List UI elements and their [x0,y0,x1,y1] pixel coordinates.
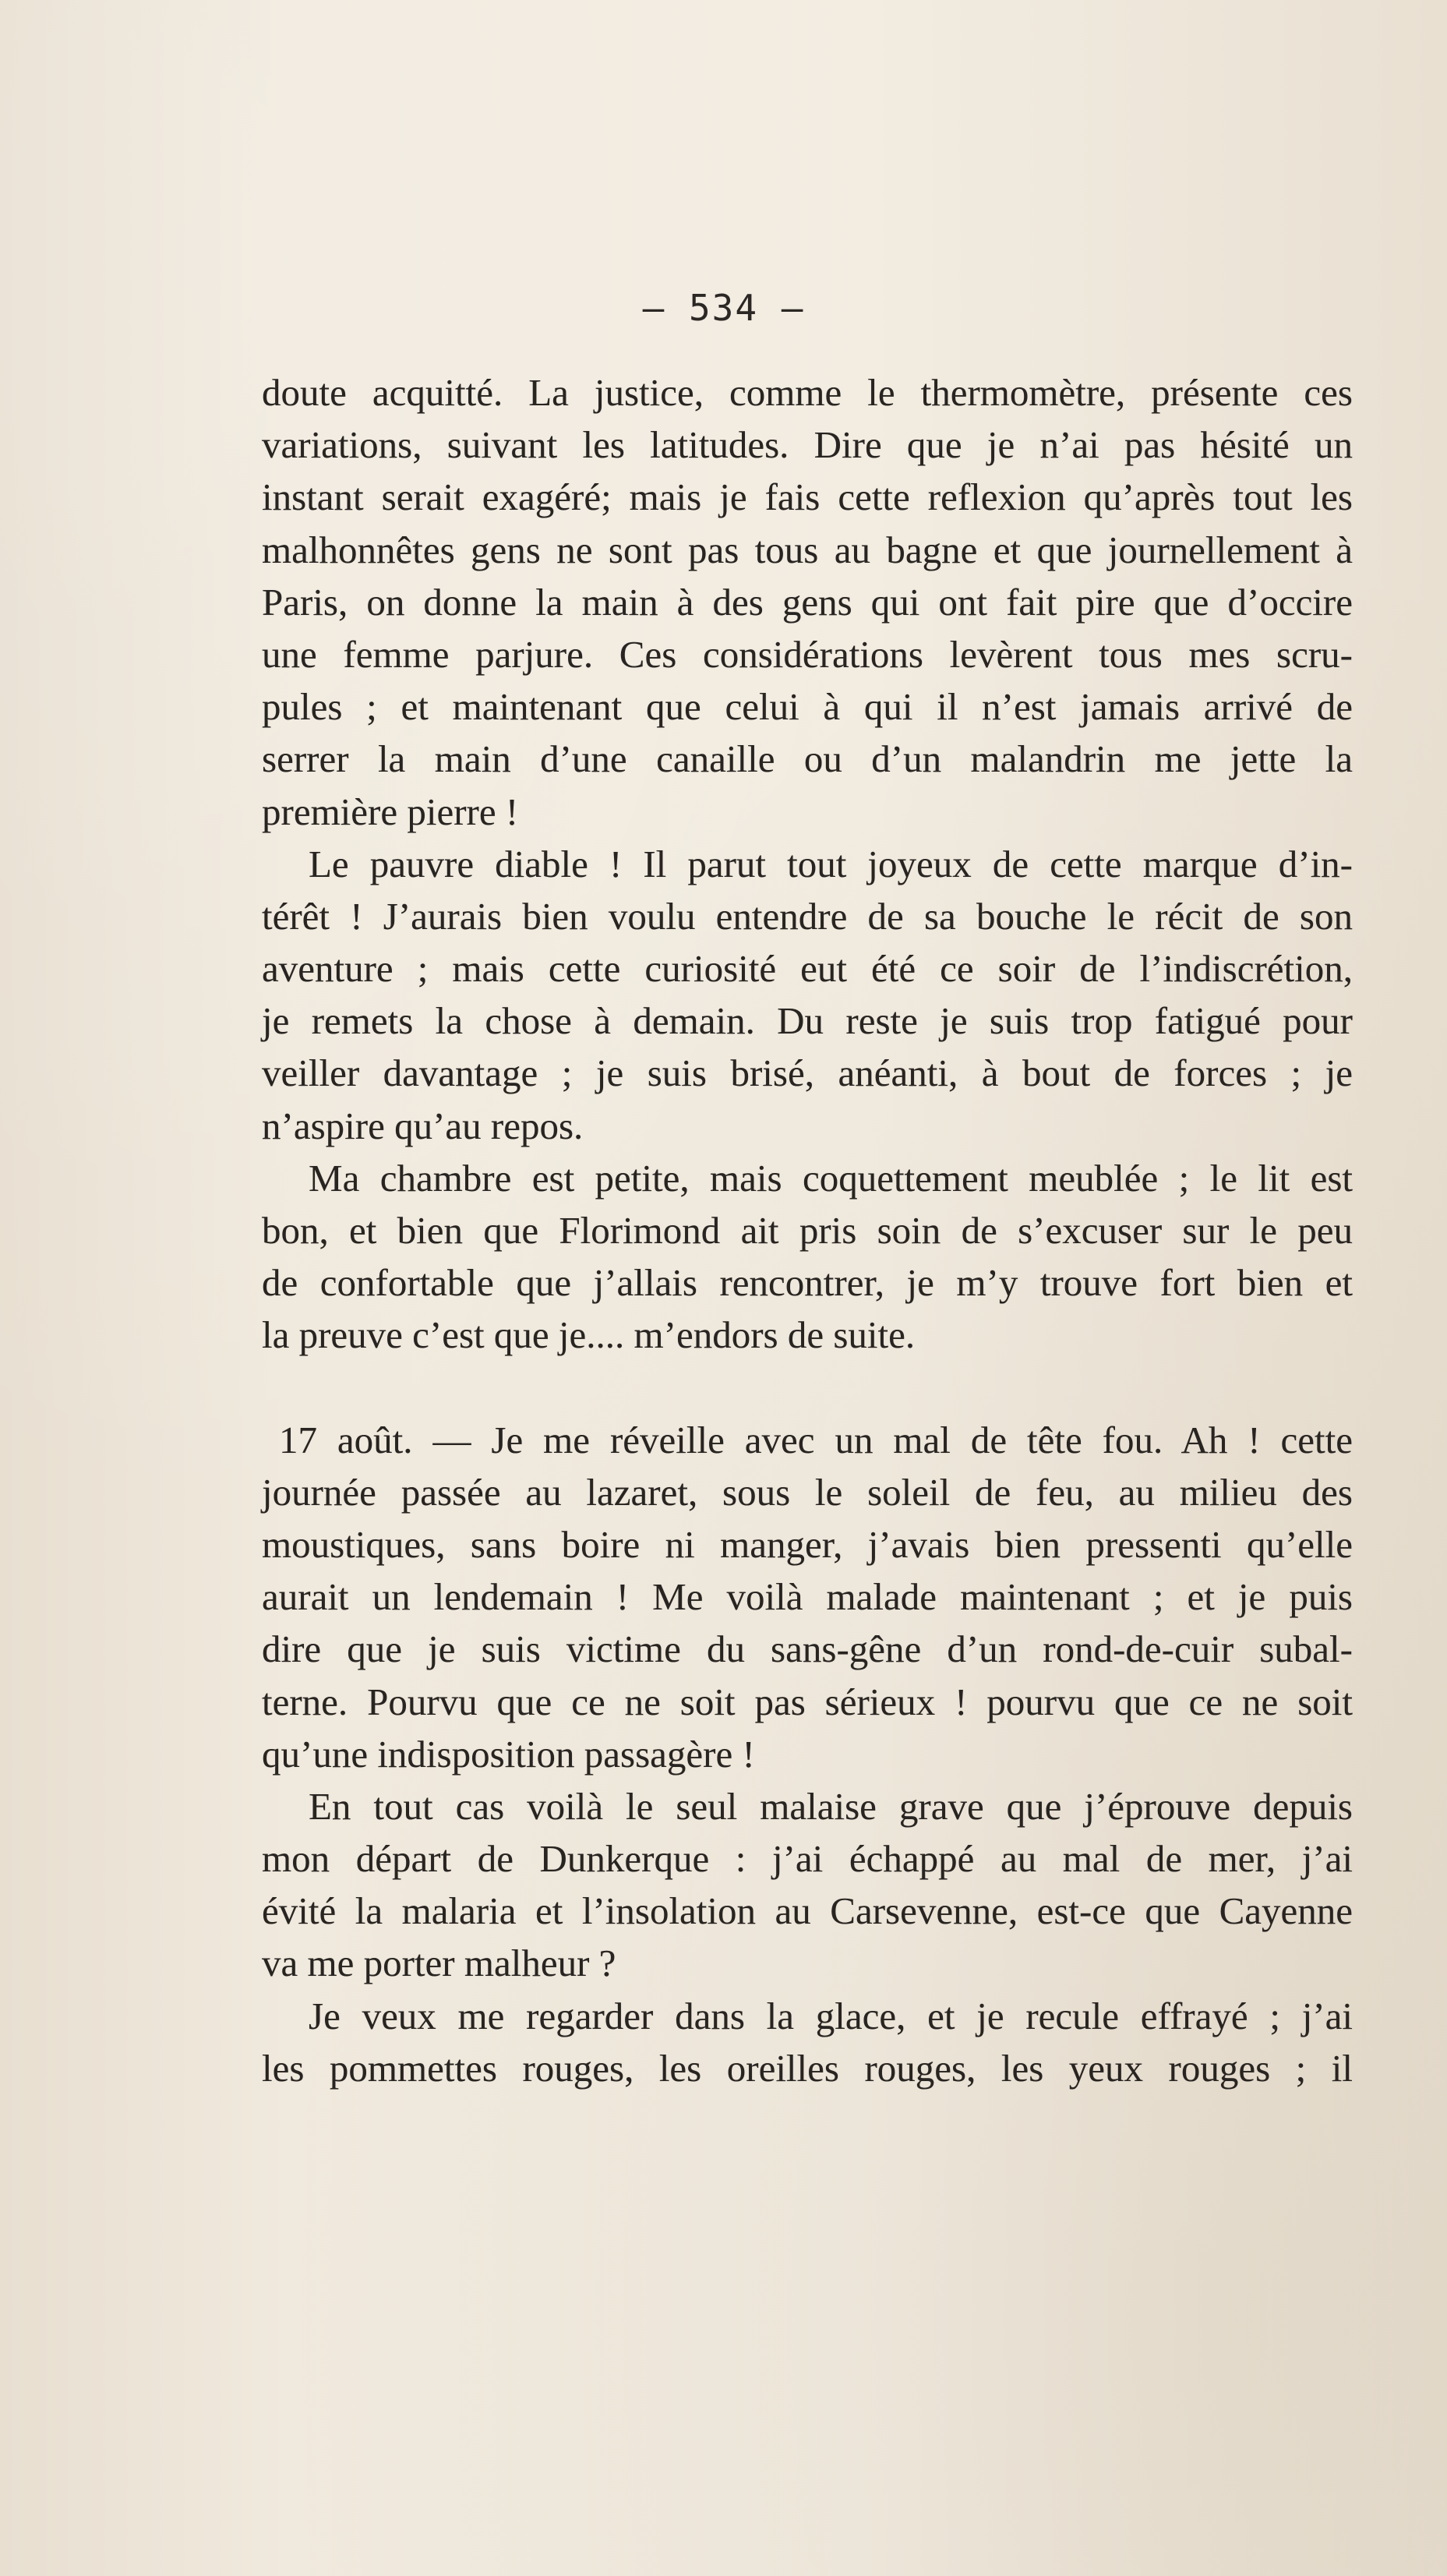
text-line: dire que je suis victime du sans-gêne d’un rond-de-cuir subal- [262,1627,1353,1671]
paragraph [262,1780,1353,1990]
text-line: je remets la chose à demain. Du reste je suis trop fatigué pour [262,999,1353,1043]
text-line: mon départ de Dunkerque : j’ai échappé au mal de mer, j’ai [262,1837,1353,1881]
text-line: malhonnêtes gens ne sont pas tous au bagne et que journellement à [262,528,1353,571]
paragraph [262,838,1353,1152]
text-line: les pommettes rouges, les oreilles rouges, les yeux rouges ; il [262,2046,1353,2090]
text-line: évité la malaria et l’insolation au Carsevenne, est-ce que Cayenne [262,1889,1353,1933]
text-line: aventure ; mais cette curiosité eut été ce soir de l’indiscrétion, [262,947,1353,991]
paragraph [262,1990,1353,2094]
text-line: veiller davantage ; je suis brisé, anéanti, à bout de forces ; je [262,1051,1353,1095]
text-line: Paris, on donne la main à des gens qui ont fait pire que d’occire [262,580,1353,624]
text-line: instant serait exagéré; mais je fais cette reflexion qu’après tout les [262,475,1353,519]
text-line: doute acquitté. La justice, comme le thermomètre, présente ces [262,371,1353,414]
page-number: — 534 — [642,287,805,329]
dated-entry [262,1414,1353,1780]
text-line: En tout cas voilà le seul malaise grave que j’éprouve depuis [309,1784,1353,1828]
paragraph [262,1152,1353,1362]
text-line: va me porter malheur ? [262,1942,616,1985]
text-line: n’aspire qu’au repos. [262,1104,584,1147]
text-line: journée passée au lazaret, sous le soleil de feu, au milieu des [262,1470,1353,1514]
text-line: 17 août. — Je me réveille avec un mal de tête fou. Ah ! cette [279,1418,1353,1461]
text-line: de confortable que j’allais rencontrer, je m’y trouve fort bien et [262,1261,1353,1305]
text-line: bon, et bien que Florimond ait pris soin de s’excuser sur le peu [262,1209,1353,1252]
text-line: variations, suivant les latitudes. Dire que je n’ai pas hésité un [262,423,1353,467]
text-line: une femme parjure. Ces considérations levèrent tous mes scru- [262,632,1353,676]
text-line: première pierre ! [262,790,519,833]
text-line: aurait un lendemain ! Me voilà malade maintenant ; et je puis [262,1575,1353,1619]
text-line: pules ; et maintenant que celui à qui il n’est jamais arrivé de [262,685,1353,729]
section-gap [262,1362,1353,1414]
text-line: serrer la main d’une canaille ou d’un malandrin me jette la [262,737,1353,781]
text-line: terne. Pourvu que ce ne soit pas sérieux ! pourvu que ce ne soit [262,1680,1353,1723]
text-line: térêt ! J’aurais bien voulu entendre de sa bouche le récit de son [262,894,1353,938]
text-line: Ma chambre est petite, mais coquettement meublée ; le lit est [309,1156,1353,1200]
text-line: Je veux me regarder dans la glace, et je recule effrayé ; j’ai [309,1994,1353,2037]
text-line: Le pauvre diable ! Il parut tout joyeux de cette marque d’in- [309,842,1353,885]
text-line: la preuve c’est que je.... m’endors de suite. [262,1313,916,1357]
body-text [262,366,1353,2094]
paragraph-continuation [262,366,1353,838]
text-line: moustiques, sans boire ni manger, j’avais bien pressenti qu’elle [262,1522,1353,1566]
text-line: qu’une indisposition passagère ! [262,1732,755,1776]
